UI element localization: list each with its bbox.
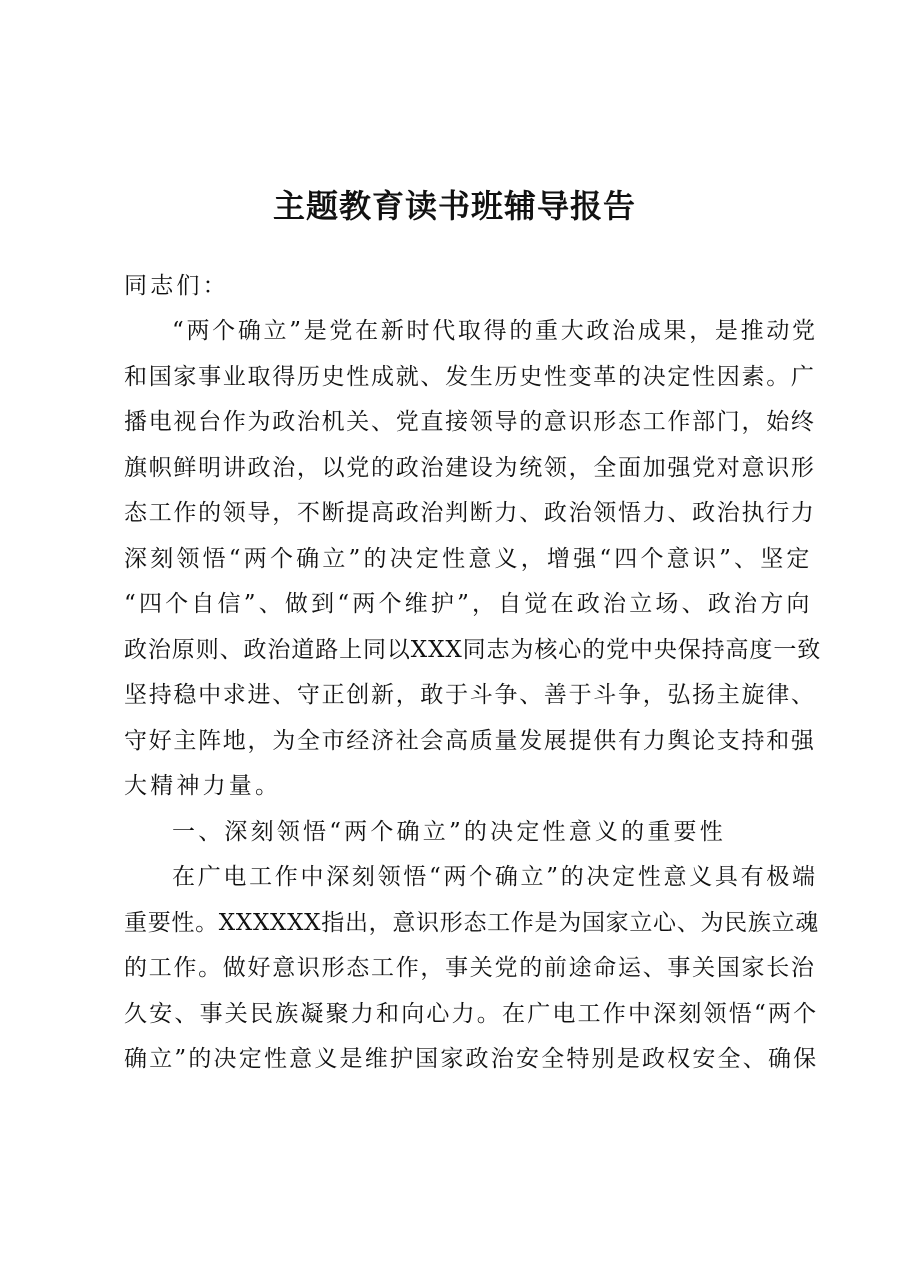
paragraph-line: 政治原则、政治道路上同以XXX同志为核心的党中央保持高度一致 bbox=[124, 637, 822, 663]
paragraph-line: 在广电工作中深刻领悟“两个确立”的决定性意义具有极端 bbox=[172, 864, 818, 890]
paragraph-line: 和国家事业取得历史性成就、发生历史性变革的决定性因素。广 bbox=[124, 364, 816, 390]
paragraph-line: 坚持稳中求进、守正创新，敢于斗争、善于斗争，弘扬主旋律、 bbox=[124, 682, 816, 708]
paragraph-line: 重要性。XXXXXX指出，意识形态工作是为国家立心、为民族立魂 bbox=[124, 910, 819, 936]
paragraph-line: 播电视台作为政治机关、党直接领导的意识形态工作部门，始终 bbox=[124, 409, 816, 435]
paragraph-line: “四个自信”、做到“两个维护”，自觉在政治立场、政治方向 bbox=[124, 591, 813, 617]
salutation: 同志们： bbox=[124, 273, 229, 299]
paragraph-line: 确立”的决定性意义是维护国家政治安全特别是政权安全、确保 bbox=[124, 1046, 819, 1072]
paragraph-line: 旗帜鲜明讲政治，以党的政治建设为统领，全面加强党对意识形 bbox=[124, 455, 816, 481]
paragraph-line: 深刻领悟“两个确立”的决定性意义，增强“四个意识”、坚定 bbox=[124, 546, 813, 572]
paragraph-line: 态工作的领导，不断提高政治判断力、政治领悟力、政治执行力 bbox=[124, 500, 816, 526]
section-heading: 一、深刻领悟“两个确立”的决定性意义的重要性 bbox=[172, 819, 726, 845]
paragraph-line: “两个确立”是党在新时代取得的重大政治成果，是推动党 bbox=[172, 318, 818, 344]
paragraph-line: 大精神力量。 bbox=[124, 773, 282, 799]
document-title: 主题教育读书班辅导报告 bbox=[272, 187, 636, 225]
paragraph-line: 守好主阵地，为全市经济社会高质量发展提供有力舆论支持和强 bbox=[124, 728, 816, 754]
paragraph-line: 久安、事关民族凝聚力和向心力。在广电工作中深刻领悟“两个 bbox=[124, 1001, 819, 1027]
paragraph-line: 的工作。做好意识形态工作，事关党的前途命运、事关国家长治 bbox=[124, 955, 816, 981]
